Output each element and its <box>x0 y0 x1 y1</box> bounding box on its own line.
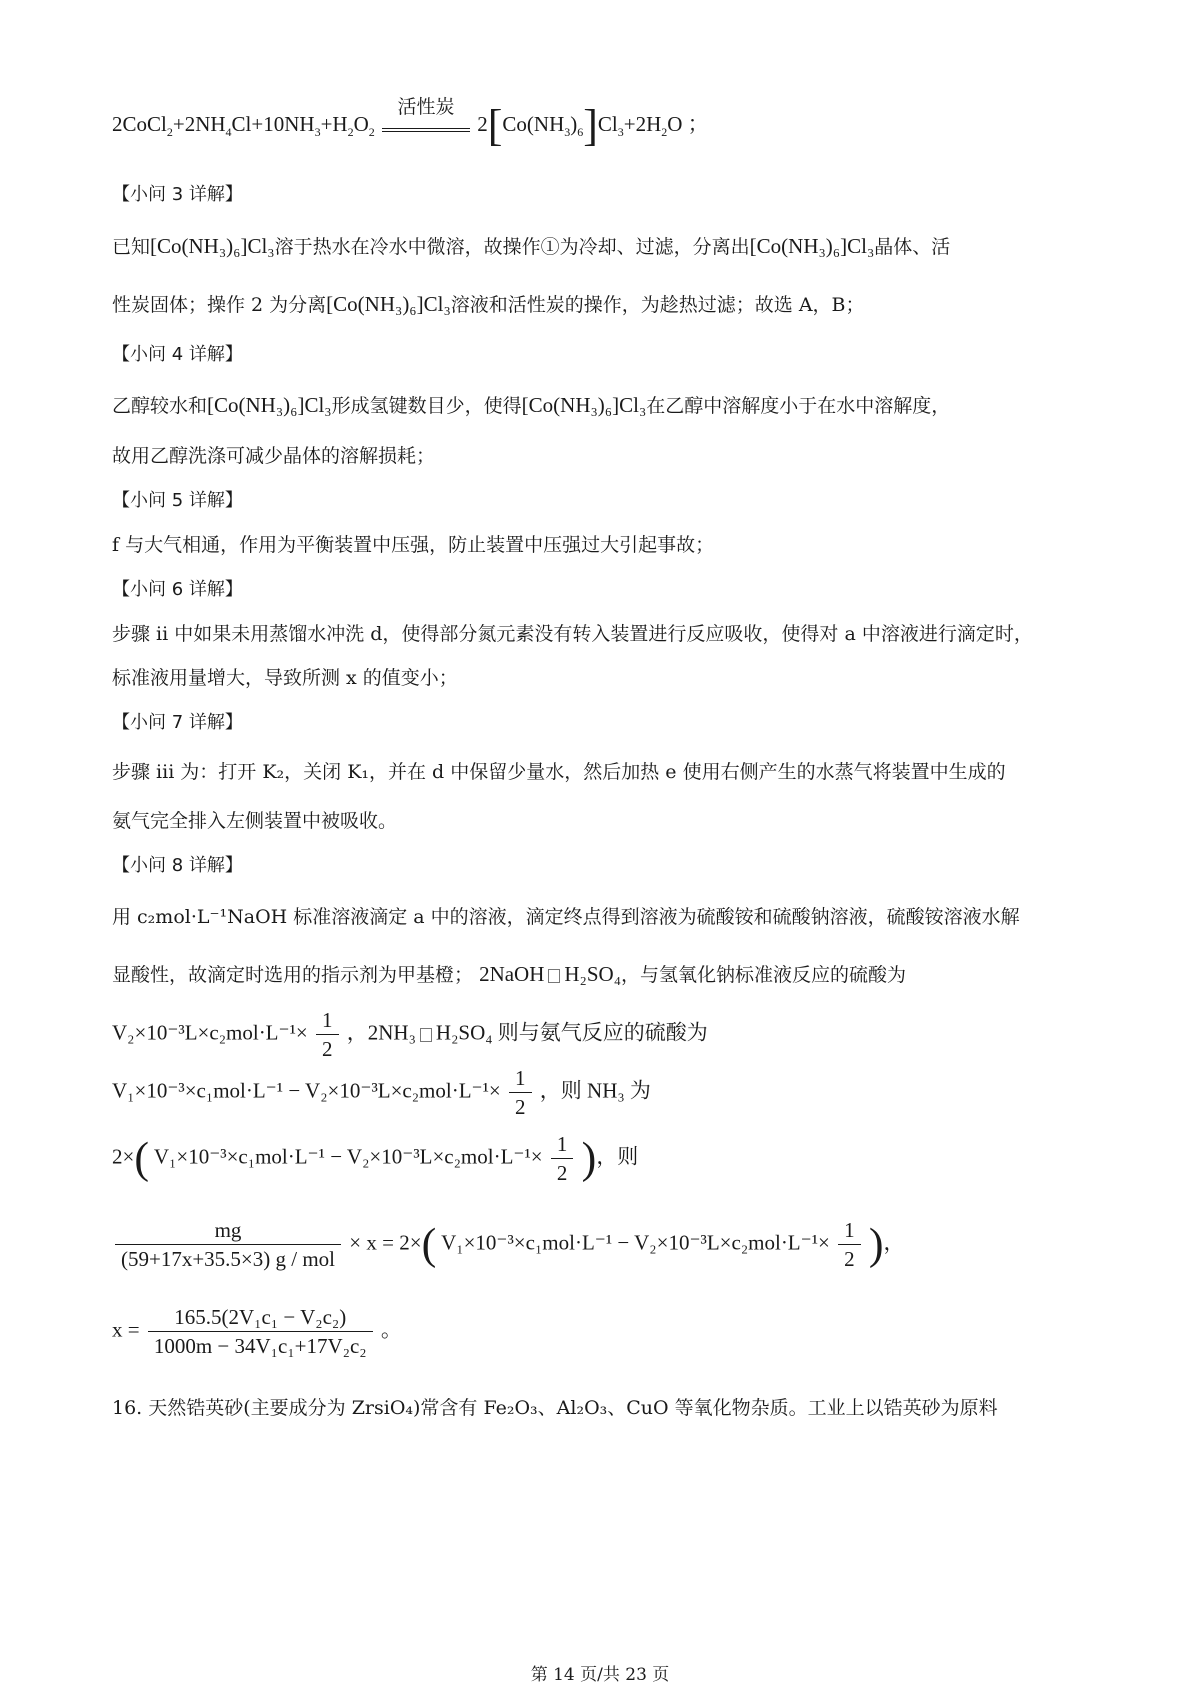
q4-heading: 【小问 4 详解】 <box>112 344 243 365</box>
q6-line-2: 标准液用量增大，导致所测 x 的值变小； <box>112 667 458 689</box>
fraction-half: $\frac{1}{2}$ <box>838 1218 861 1271</box>
fraction-half: $\frac{1}{2}$ <box>551 1132 574 1185</box>
q8-line-3: V₂×10⁻³L×c₂mol·L⁻¹× $\frac{1}{2}$ ，2NH₃ H₂SO₄ 则与氨气反应的硫酸为 <box>112 1008 708 1061</box>
q3-line-2: 性炭固体；操作 2 为分离[Co(NH₃)₆]Cl₃溶液和活性炭的操作，为趁热过滤；故选 A，B； <box>112 292 865 316</box>
q7-line-2: 氨气完全排入左侧装置中被吸收。 <box>112 810 398 832</box>
q7-heading: 【小问 7 详解】 <box>112 712 243 733</box>
q8-line-6: $\frac{mg}{\text{(59+17x+35.5×3) g / mol}}$ × x = 2×( V₁×10⁻³×c₁mol·L⁻¹ − V₂×10⁻³L×c₂mol·L⁻¹× $\frac{1}{2}$ )， <box>112 1218 905 1271</box>
fraction-half: $\frac{1}{2}$ <box>509 1066 532 1119</box>
q5-heading: 【小问 5 详解】 <box>112 490 243 511</box>
q5-line-1: f 与大气相通，作用为平衡装置中压强，防止装置中压强过大引起事故； <box>112 534 715 556</box>
q6-heading: 【小问 6 详解】 <box>112 579 243 600</box>
q4-line-1: 乙醇较水和[Co(NH₃)₆]Cl₃形成氢键数目少，使得[Co(NH₃)₆]Cl₃在乙醇中溶解度小于在水中溶解度， <box>112 393 951 417</box>
question-16: 16. 天然锆英砂(主要成分为 ZrsiO₄)常含有 Fe₂O₃、Al₂O₃、CuO 等氧化物杂质。工业上以锆英砂为原料 <box>112 1397 998 1419</box>
q8-line-4: V₁×10⁻³×c₁mol·L⁻¹ − V₂×10⁻³L×c₂mol·L⁻¹× $\frac{1}{2}$ ，则 NH₃ 为 <box>112 1066 651 1119</box>
q4-line-2: 故用乙醇洗涤可减少晶体的溶解损耗； <box>112 445 436 467</box>
q3-heading: 【小问 3 详解】 <box>112 184 243 205</box>
q3-line-1: 已知[Co(NH₃)₆]Cl₃溶于热水在冷水中微溶，故操作①为冷却、过滤，分离出[Co(NH₃)₆]Cl₃晶体、活 <box>112 234 951 258</box>
reaction-arrow <box>380 97 472 138</box>
q8-line-5: 2×( V₁×10⁻³×c₁mol·L⁻¹ − V₂×10⁻³L×c₂mol·L⁻¹× $\frac{1}{2}$ )，则 <box>112 1132 639 1185</box>
reaction-equation: $2CoCl_2+2NH_4Cl+10NH_3+H_2O_2$ 活性炭 $2[Co(NH_3)_6]Cl_3+2H_2O$ ； <box>112 97 709 150</box>
q8-heading: 【小问 8 详解】 <box>112 855 243 876</box>
q7-line-1: 步骤 iii 为：打开 K₂，关闭 K₁，并在 d 中保留少量水，然后加热 e 使用右侧产生的水蒸气将装置中生成的 <box>112 761 1006 783</box>
q8-line-7: x = $\frac{\text{165.5(2V₁c₁ − V₂c₂)}}{\text{1000m − 34V₁c₁+17V₂c₂}}$ 。 <box>112 1305 402 1358</box>
fraction-result: $\frac{\text{165.5(2V₁c₁ − V₂c₂)}}{\text{1000m − 34V₁c₁+17V₂c₂}}$ <box>148 1305 373 1358</box>
missing-glyph-icon <box>548 969 560 983</box>
page-footer: 第 14 页/共 23 页 <box>530 1665 670 1685</box>
missing-glyph-icon <box>420 1028 432 1042</box>
q8-line-1: 用 c₂mol·L⁻¹NaOH 标准溶液滴定 a 中的溶液，滴定终点得到溶液为硫酸铵和硫酸钠溶液，硫酸铵溶液水解 <box>112 906 1020 928</box>
q8-line-2: 显酸性，故滴定时选用的指示剂为甲基橙； 2NaOH H₂SO₄，与氢氧化钠标准液反应的硫酸为 <box>112 962 907 986</box>
fraction-mass: $\frac{mg}{\text{(59+17x+35.5×3) g / mol}}$ <box>115 1218 341 1271</box>
q6-line-1: 步骤 ii 中如果未用蒸馏水冲洗 d，使得部分氮元素没有转入装置进行反应吸收，使得对 a 中溶液进行滴定时， <box>112 623 1033 645</box>
catalyst-label: 活性炭 <box>397 97 455 118</box>
fraction-half: $\frac{1}{2}$ <box>316 1008 339 1061</box>
